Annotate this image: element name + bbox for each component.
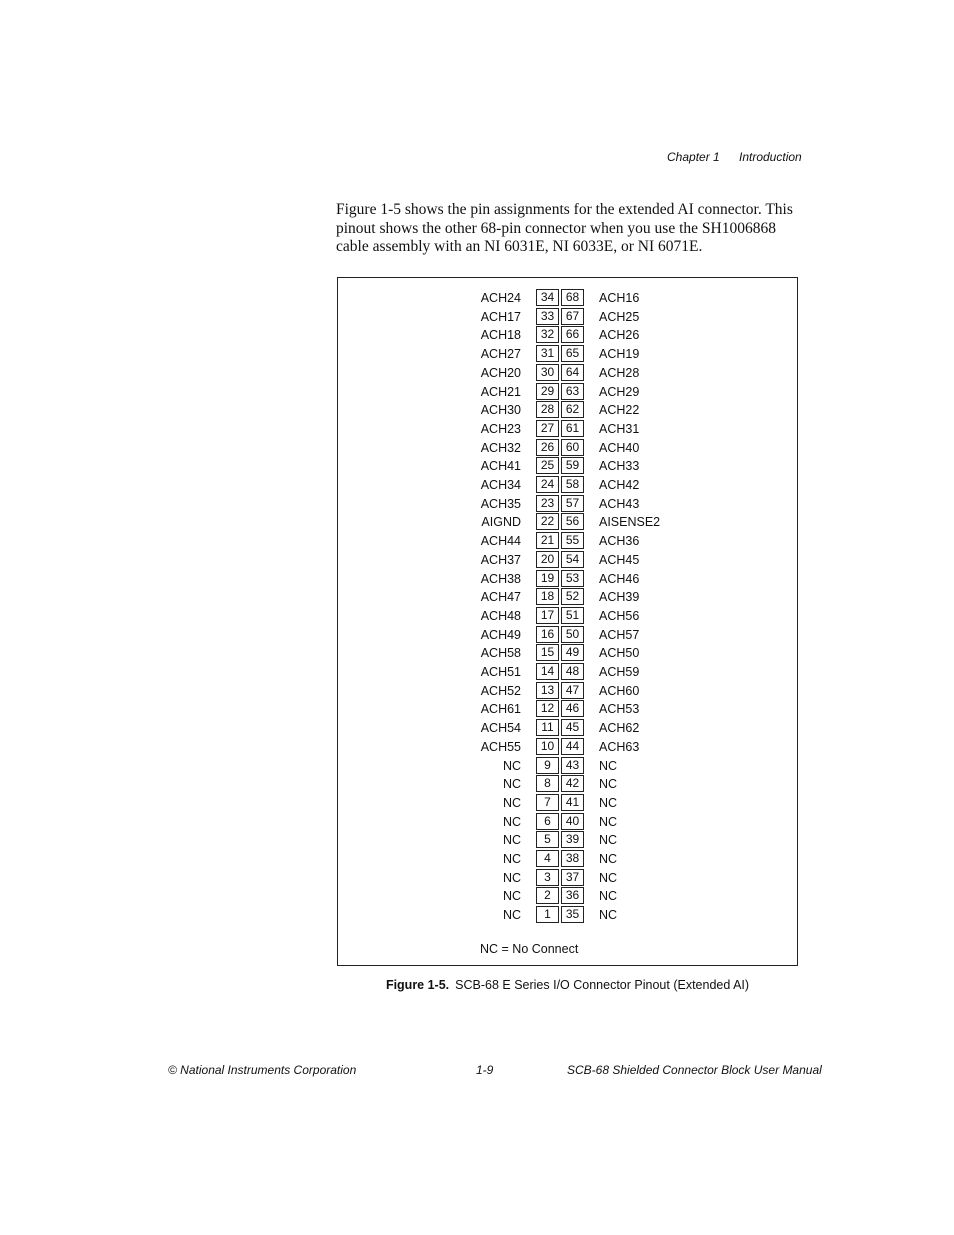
pin-signal-right: ACH59 — [599, 665, 640, 679]
pin-number-left: 21 — [536, 532, 559, 549]
pin-number-left: 22 — [536, 513, 559, 530]
figure-caption-label: Figure 1-5. — [385, 978, 450, 992]
pin-number-right: 64 — [561, 364, 584, 381]
pin-signal-left: ACH38 — [480, 571, 521, 586]
pin-signal-left: ACH44 — [480, 534, 521, 549]
figure-caption-text: SCB-68 E Series I/O Connector Pinout (Extended AI) — [455, 978, 750, 992]
pin-number-left: 18 — [536, 588, 559, 605]
pin-signal-right: ACH36 — [599, 534, 640, 549]
pin-number-right: 63 — [561, 383, 584, 400]
pin-number-right: 54 — [561, 551, 584, 568]
pin-number-right: 60 — [561, 439, 584, 456]
pin-signal-right: ACH33 — [599, 459, 640, 474]
pin-signal-right: ACH22 — [599, 403, 640, 418]
pin-signal-left: ACH52 — [480, 683, 521, 698]
pin-signal-left: ACH24 — [480, 291, 521, 305]
pin-signal-left: ACH21 — [480, 384, 521, 399]
pin-number-right: 41 — [561, 794, 584, 811]
pin-signal-left: NC — [502, 777, 521, 792]
pin-signal-left: ACH32 — [480, 440, 521, 455]
pin-signal-right: ACH63 — [599, 739, 640, 754]
pin-signal-left: ACH55 — [480, 739, 521, 754]
running-header-section: Introduction — [739, 150, 802, 164]
pin-signal-left: ACH18 — [480, 328, 521, 343]
pin-signal-left: ACH35 — [480, 496, 521, 511]
pin-number-right: 46 — [561, 700, 584, 717]
pin-number-right: 52 — [561, 588, 584, 605]
pin-number-right: 45 — [561, 719, 584, 736]
pin-number-right: 47 — [561, 682, 584, 699]
pin-number-left: 6 — [536, 813, 559, 830]
pin-number-left: 10 — [536, 738, 559, 755]
pin-number-left: 3 — [536, 869, 559, 886]
pin-number-right: 51 — [561, 607, 584, 624]
pin-signal-right: ACH53 — [599, 702, 640, 717]
pin-signal-left: NC — [502, 908, 521, 923]
pin-number-right: 68 — [561, 289, 584, 306]
pin-signal-right: ACH40 — [599, 440, 640, 455]
pin-number-right: 57 — [561, 495, 584, 512]
pin-number-left: 16 — [536, 626, 559, 643]
pin-number-right: 56 — [561, 513, 584, 530]
pin-number-right: 59 — [561, 457, 584, 474]
pin-number-right: 37 — [561, 869, 584, 886]
pin-number-right: 50 — [561, 626, 584, 643]
pin-signal-right: ACH45 — [599, 552, 640, 567]
pin-signal-left: ACH23 — [480, 421, 521, 436]
pin-number-left: 24 — [536, 476, 559, 493]
pin-signal-right: NC — [599, 889, 618, 904]
pin-number-left: 30 — [536, 364, 559, 381]
pin-signal-right: ACH19 — [599, 347, 640, 362]
pin-number-right: 42 — [561, 775, 584, 792]
pin-signal-right: ACH31 — [599, 421, 640, 436]
pin-signal-right: ACH50 — [599, 646, 640, 661]
pinout-figure — [337, 277, 798, 966]
pin-number-left: 29 — [536, 383, 559, 400]
pin-signal-left: ACH54 — [480, 721, 521, 736]
pin-signal-right: AISENSE2 — [599, 515, 661, 530]
pin-number-right: 62 — [561, 401, 584, 418]
pin-number-right: 36 — [561, 887, 584, 904]
pin-number-right: 38 — [561, 850, 584, 867]
pin-signal-right: ACH43 — [599, 496, 640, 511]
pin-signal-left: NC — [502, 814, 521, 829]
pin-number-left: 17 — [536, 607, 559, 624]
pin-signal-right: NC — [599, 814, 618, 829]
pin-number-left: 31 — [536, 345, 559, 362]
pin-signal-right: NC — [599, 833, 618, 848]
pin-signal-right: NC — [599, 852, 618, 866]
pin-signal-right: ACH42 — [599, 478, 640, 492]
pin-number-left: 27 — [536, 420, 559, 437]
pin-signal-left: NC — [502, 833, 521, 848]
pin-number-left: 5 — [536, 831, 559, 848]
pin-number-left: 7 — [536, 794, 559, 811]
pin-signal-right: ACH25 — [599, 309, 640, 324]
pin-signal-left: ACH27 — [480, 347, 521, 362]
pin-number-left: 34 — [536, 289, 559, 306]
pin-signal-left: ACH34 — [480, 478, 521, 492]
pin-number-right: 58 — [561, 476, 584, 493]
pin-signal-left: NC — [502, 870, 521, 885]
pin-signal-left: NC — [502, 889, 521, 904]
pin-number-right: 66 — [561, 326, 584, 343]
pin-number-right: 61 — [561, 420, 584, 437]
pin-number-left: 32 — [536, 326, 559, 343]
pin-signal-left: ACH61 — [480, 702, 521, 717]
running-header-chapter: Chapter 1 — [667, 150, 720, 164]
pin-signal-left: ACH37 — [480, 552, 521, 567]
pin-number-left: 1 — [536, 906, 559, 923]
pin-number-right: 35 — [561, 906, 584, 923]
pin-number-left: 2 — [536, 887, 559, 904]
footer-manual-title: SCB-68 Shielded Connector Block User Manual — [567, 1063, 822, 1077]
pin-signal-right: ACH26 — [599, 328, 640, 343]
pinout-legend: NC = No Connect — [480, 942, 579, 956]
pin-number-left: 8 — [536, 775, 559, 792]
pin-number-left: 25 — [536, 457, 559, 474]
pin-number-right: 40 — [561, 813, 584, 830]
pin-signal-left: ACH20 — [480, 365, 521, 380]
pin-number-right: 48 — [561, 663, 584, 680]
pin-signal-right: ACH62 — [599, 721, 640, 736]
pin-number-left: 33 — [536, 308, 559, 325]
pin-signal-right: NC — [599, 777, 618, 792]
pin-number-right: 65 — [561, 345, 584, 362]
pin-signal-right: ACH29 — [599, 384, 640, 399]
pin-number-left: 19 — [536, 570, 559, 587]
pin-signal-left: AIGND — [481, 515, 521, 530]
pin-signal-left: ACH41 — [480, 459, 521, 474]
pin-signal-left: NC — [502, 758, 521, 773]
pin-signal-left: ACH58 — [480, 646, 521, 661]
pinout-diagram — [338, 278, 797, 965]
pin-signal-left: NC — [502, 795, 521, 810]
pin-signal-right: ACH39 — [599, 590, 640, 605]
pin-number-right: 53 — [561, 570, 584, 587]
pin-signal-left: ACH51 — [480, 665, 521, 679]
pin-number-left: 9 — [536, 757, 559, 774]
pin-number-left: 15 — [536, 644, 559, 661]
pin-number-left: 13 — [536, 682, 559, 699]
pin-signal-left: ACH49 — [480, 627, 521, 642]
pin-signal-right: ACH28 — [599, 365, 640, 380]
pin-number-right: 43 — [561, 757, 584, 774]
intro-paragraph: Figure 1-5 shows the pin assignments for the extended AI connector. This pinout shows the other 68-pin connector when you use the SH1006868 cable assembly with an NI 6031E, NI 6033E, or NI 6071E. — [336, 201, 793, 255]
pin-signal-right: NC — [599, 908, 618, 923]
footer-page-number: 1-9 — [476, 1063, 494, 1077]
pin-number-left: 28 — [536, 401, 559, 418]
pin-signal-right: ACH60 — [599, 683, 640, 698]
pin-number-left: 12 — [536, 700, 559, 717]
pin-number-right: 55 — [561, 532, 584, 549]
pin-signal-left: ACH30 — [480, 403, 521, 418]
pin-number-left: 20 — [536, 551, 559, 568]
pin-signal-left: ACH47 — [480, 590, 521, 605]
pin-signal-right: NC — [599, 870, 618, 885]
pin-number-left: 11 — [536, 719, 559, 736]
pin-signal-left: ACH48 — [480, 608, 521, 623]
pin-signal-left: ACH17 — [480, 309, 521, 324]
pin-signal-right: NC — [599, 758, 618, 773]
pin-signal-right: ACH16 — [599, 291, 640, 305]
pin-number-left: 26 — [536, 439, 559, 456]
pin-signal-left: NC — [502, 852, 521, 866]
footer-copyright: © National Instruments Corporation — [168, 1063, 357, 1077]
pin-signal-right: NC — [599, 795, 618, 810]
pin-number-right: 39 — [561, 831, 584, 848]
pin-number-left: 23 — [536, 495, 559, 512]
figure-caption — [337, 978, 798, 992]
pin-number-right: 49 — [561, 644, 584, 661]
pin-signal-right: ACH57 — [599, 627, 640, 642]
pin-signal-right: ACH46 — [599, 571, 640, 586]
pin-signal-right: ACH56 — [599, 608, 640, 623]
pin-number-left: 14 — [536, 663, 559, 680]
pin-number-left: 4 — [536, 850, 559, 867]
pin-number-right: 67 — [561, 308, 584, 325]
pin-number-right: 44 — [561, 738, 584, 755]
